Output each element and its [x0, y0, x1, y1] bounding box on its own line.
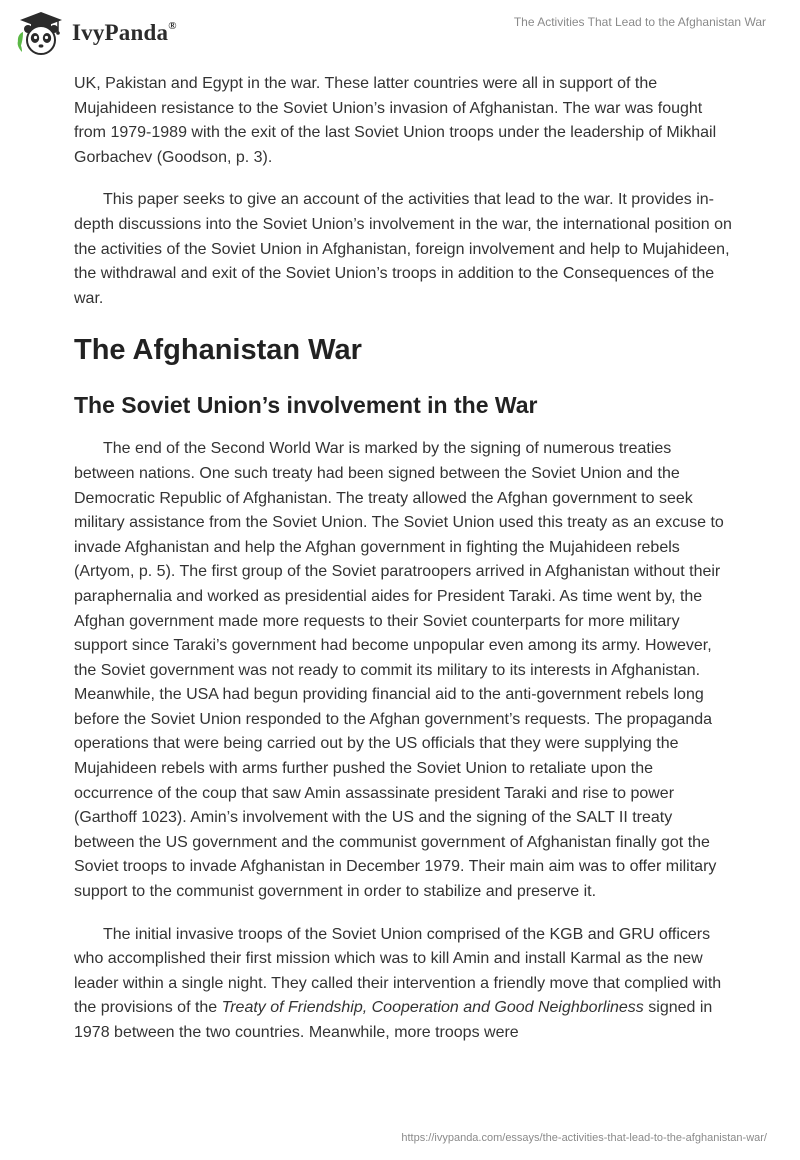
brand-name: IvyPanda®	[72, 20, 177, 45]
paragraph-intro-continued: UK, Pakistan and Egypt in the war. These latter countries were all in support of the Mujahideen resistance to the Soviet Union’s invasion of Afghanistan. The war was fought from 1979-1989 with the exit of the last Soviet Union troops under the leadership of Mikhail Gorbachev (Goodson, p. 3).	[74, 75, 717, 166]
essay-content	[74, 72, 734, 1064]
treaty-name: Treaty of Friendship, Cooperation and Good Neighborliness	[221, 999, 644, 1017]
ivypanda-logo[interactable]	[14, 8, 177, 58]
section-heading: The Afghanistan War	[74, 334, 362, 367]
source-url[interactable]: https://ivypanda.com/essays/the-activities-that-lead-to-the-afghanistan-war/	[401, 1132, 767, 1144]
document-title: The Activities That Lead to the Afghanistan War	[513, 15, 766, 29]
paragraph-paper-purpose: This paper seeks to give an account of the activities that lead to the war. It provides in-depth discussions into the Soviet Union’s involvement in the war, the international position on the activities of the Soviet Union in Afghanistan, foreign involvement and help to Mujahideen, the withdrawal and exit of the Soviet Union’s troops in addition to the Consequences of the war.	[74, 191, 732, 307]
paragraph-soviet-involvement: The end of the Second World War is marked by the signing of numerous treaties between nations. One such treaty had been signed between the Soviet Union and the Democratic Republic of Afghanistan. The treaty allowed the Afghan government to seek military assistance from the Soviet Union. The Soviet Union used this treaty as an excuse to invade Afghanistan and help the Afghan government in fighting the Mujahideen rebels (Artyom, p. 5). The first group of the Soviet paratroopers arrived in Afghanistan without their paraphernalia and worked as presidential aides for President Taraki. As time went by, the Afghan government made more requests to their Soviet counterparts for more military support since Taraki’s government had become unpopular even among its army. However, the Soviet government was not ready to commit its military to its interests in Afghanistan. Meanwhile, the USA had begun providing financial aid to the anti-government rebels long before the Soviet Union responded to the Afghan government’s requests. The propaganda operations that were being carried out by the US officials that they were supplying the Mujahideen rebels with arms further pushed the Soviet Union to retaliate upon the occurrence of the coup that saw Amin assassinate president Taraki and rise to power (Garthoff 1023). Amin’s involvement with the US and the signing of the SALT II treaty between the US government and the communist government of Afghanistan finally got the Soviet troops to invade Afghanistan in December 1979. Their main aim was to offer military support to the communist government in order to stabilize and preserve it.	[74, 440, 724, 901]
paragraph-initial-invasion: The initial invasive troops of the Soviet Union comprised of the KGB and GRU officers who accomplished their first mission which was to kill Amin and install Karmal as the new leader within a single night. They called their intervention a friendly move that complied with the provisions of the Treaty of Friendship, Cooperation and Good Neighborliness signed in 1978 between the two countries. Meanwhile, more troops were	[74, 925, 722, 1041]
page-header	[0, 0, 800, 70]
subsection-heading: The Soviet Union’s involvement in the War	[74, 392, 538, 419]
panda-graduate-icon	[14, 8, 68, 58]
